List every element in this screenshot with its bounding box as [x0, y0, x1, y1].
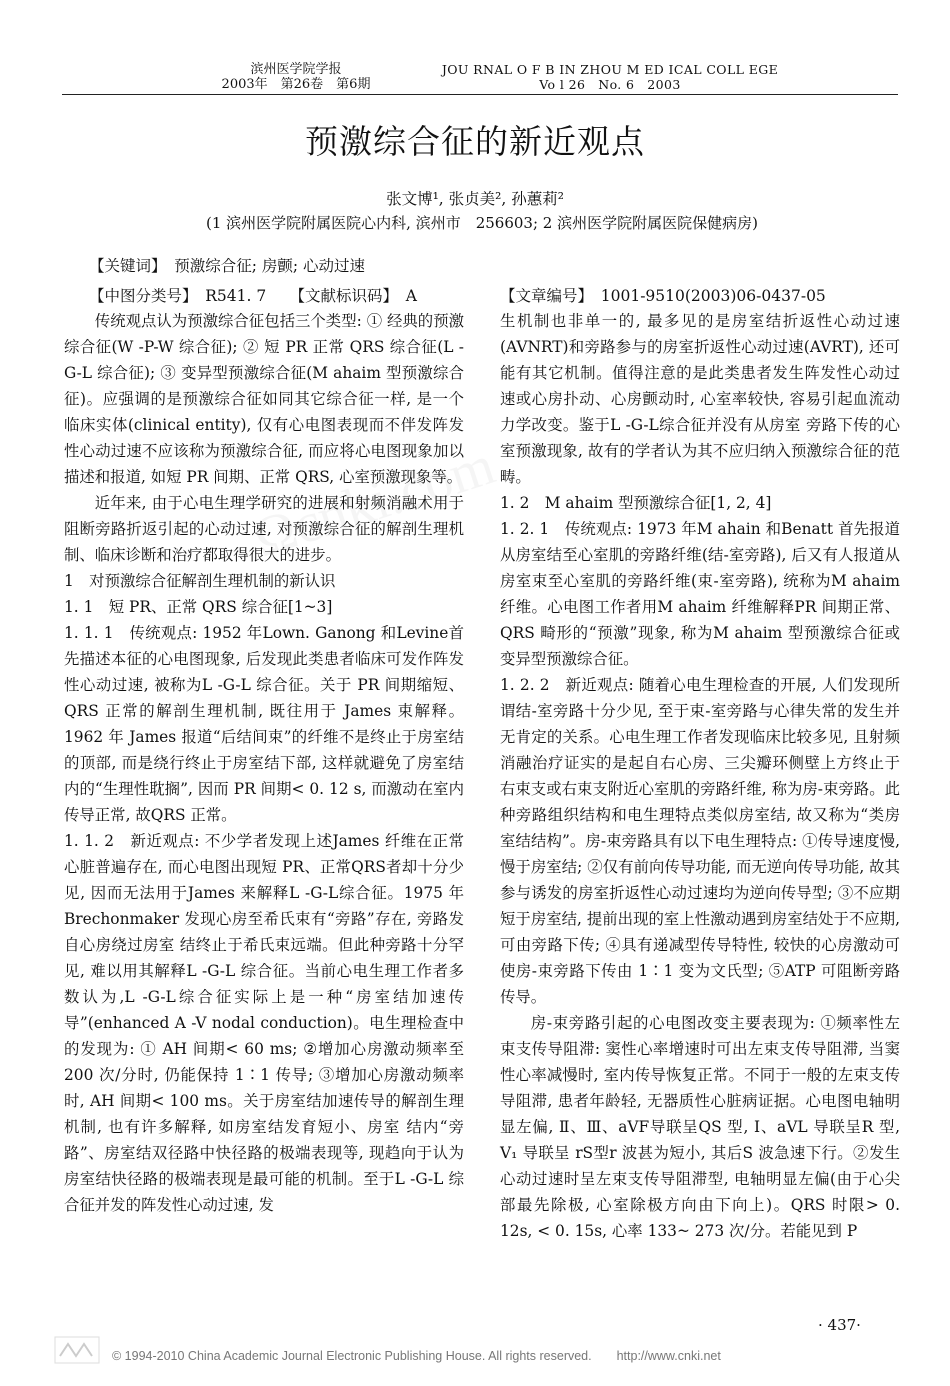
journal-name-en: JOU RNAL O F B IN ZHOU M ED ICAL COLL EGE — [441, 62, 779, 77]
right-column — [500, 308, 900, 1244]
header-rule — [62, 94, 898, 95]
copyright-footer: © 1994-2010 China Academic Journal Electronic Publishing House. All rights reserved. http://www.cnki.net — [112, 1349, 721, 1363]
journal-name-cn: 滨州医学院学报 — [250, 62, 342, 77]
article-number: 【文章编号】 1001-9510(2003)06-0437-05 — [500, 287, 826, 305]
body-paragraph: 1. 1. 1 传统观点: 1952 年Lown. Ganong 和Levine首先描述本征的心电图现象, 后发现此类患者临床可发作阵发性心动过速, 被称为L -G-L 综合征。关于 PR 间期缩短、QRS 正常的解剖生理机制, 既往用于 James 束解释。1962 年 James 报道“后结间束”的纤维不是终止于房室结的顶部, 而是绕行终止于房室结下部, 这样就避免了房室结内的“生理性耽搁”, 因而 PR 间期< 0. 12 s, 而激动在室内传导正常, 故QRS 正常。 — [64, 624, 464, 824]
journal-header-cn — [206, 62, 386, 92]
subsection-heading: 1. 2 M ahaim 型预激综合征[1, 2, 4] — [500, 494, 772, 512]
keywords: 【关键词】 预激综合征; 房颤; 心动过速 — [89, 257, 366, 275]
left-column — [64, 308, 464, 1218]
article-title: 预激综合征的新近观点 — [305, 122, 645, 161]
subsection-heading: 1. 1 短 PR、正常 QRS 综合征[1~3] — [64, 598, 333, 616]
body-paragraph: 1. 2. 2 新近观点: 随着心电生理检查的开展, 人们发现所谓结-室旁路十分少见, 至于束-室旁路与心律失常的发生并无肯定的关系。心电生理工作者发现临床比较多见, 且射频消融治疗证实的是起自右心房、三尖瓣环侧壁上方终止于右束支或右束支附近心室肌的旁路纤维, 称为房-束旁路。此种旁路组织结构和电生理特点类似房室结, 故又称为“类房室结结构”。房-束旁路具有以下电生理特点: ①传导速度慢, 慢于房室结; ②仅有前向传导功能, 而无逆向传导功能, 故其参与诱发的房室折返性心动过速均为逆向传导型; ③不应期短于房室结, 提前出现的室上性激动遇到房室结处于不应期, 可由旁路下传; ④具有递减型传导特性, 较快的心房激动可使房-束旁路下传由 1∶1 变为文氏型; ⑤ATP 可阻断旁路传导。 — [500, 676, 900, 1006]
body-paragraph: 生机制也非单一的, 最多见的是房室结折返性心动过速(AVNRT)和旁路参与的房室折返性心动过速(AVRT), 还可能有其它机制。值得注意的是此类患者发生阵发性心动过速或心房扑动、心房颤动时, 心室率较快, 容易引起血流动力学改变。鉴于L -G-L综合征并没有从房室 旁路下传的心室预激现象, 故有的学者认为其不应归纳入预激综合征的范畴。 — [500, 312, 900, 486]
issue-info-cn: 2003年 第26卷 第6期 — [221, 77, 371, 92]
body-paragraph: 近年来, 由于心电生理学研究的进展和射频消融术用于阻断旁路折返引起的心动过速, 对预激综合征的解剖生理机制、临床诊断和治疗都取得很大的进步。 — [64, 494, 464, 564]
body-paragraph: 1. 1. 2 新近观点: 不少学者发现上述James 纤维在正常心脏普遍存在, 而心电图出现短 PR、正常QRS者却十分少见, 因而无法用于James 来解释L -G-L综合征。1975 年 Brechonmaker 发现心房至希氏束有“旁路”存在, 旁路发自心房绕过房室 结终止于希氏束远端。但此种旁路十分罕见, 难以用其解释L -G-L 综合征。当前心电生理工作者多数认为,L -G-L综合征实际上是一种“房室结加速传导”(enhanced A -V nodal conduction)。电生理检查中的发现为: ① AH 间期< 60 ms; ②增加心房激动频率至 200 次/分时, 仍能保持 1∶1 传导; ③增加心房激动频率时, AH 间期< 100 ms。关于房室结加速传导的解剖生理机制, 也有许多解释, 如房室结发育短小、房室 结内“旁路”、房室结双径路中快径路的极端表现等, 现趋向于认为房室结快径路的极端表现是最可能的机制。至于L -G-L 综合征并发的阵发性心动过速, 发 — [64, 832, 464, 1214]
journal-header-en — [440, 62, 780, 92]
body-paragraph: 1. 2. 1 传统观点: 1973 年M ahain 和Benatt 首先报道从房室结至心室肌的旁路纤维(结-室旁路), 后又有人报道从房室束至心室肌的旁路纤维(束-室旁路), 统称为M ahaim 纤维。心电图工作者用M ahaim 纤维解释PR 间期正常、QRS 畸形的“预激”现象, 称为M ahaim 型预激综合征或变异型预激综合征。 — [500, 520, 900, 668]
publisher-logo-icon — [54, 1336, 100, 1364]
article-affiliation: (1 滨州医学院附属医院心内科, 滨州市 256603; 2 滨州医学院附属医院保健病房) — [206, 214, 758, 232]
body-paragraph: 传统观点认为预激综合征包括三个类型: ① 经典的预激综合征(W -P-W 综合征); ② 短 PR 正常 QRS 综合征(L -G-L 综合征); ③ 变异型预激综合征(M ahaim 型预激综合征)。应强调的是预激综合征如同其它综合征一样, 是一个临床实体(clinical entity), 仅有心电图表现而不伴发阵发性心动过速不应该称为预激综合征, 而应将心电图现象加以描述和报道, 如短 PR 间期、正常 QRS, 心室预激现象等。 — [64, 312, 464, 486]
body-paragraph: 房-束旁路引起的心电图改变主要表现为: ①频率性左束支传导阻滞: 窦性心率增速时可出左束支传导阻滞, 当窦性心率减慢时, 室内传导恢复正常。不同于一般的左束支传导阻滞, 患者年龄轻, 无器质性心脏病证据。心电图电轴明显左偏, Ⅱ、Ⅲ、aVF导联呈QS 型, Ⅰ、aVL 导联呈R 型, V₁ 导联呈 rS型r 波甚为短小, 其后S 波急速下行。②发生心动过速时呈左束支传导阻滞型, 电轴明显左偏(由于心尖部最先除极, 心室除极方向由下向上)。QRS 时限> 0. 12s, < 0. 15s, 心率 133~ 273 次/分。若能见到 P — [500, 1014, 900, 1240]
article-authors: 张文博¹, 张贞美², 孙蕙莉² — [386, 190, 564, 208]
issue-info-en: Vo l 26 No. 6 2003 — [539, 77, 681, 92]
page-number: · 437· — [818, 1316, 861, 1334]
section-heading: 1 对预激综合征解剖生理机制的新认识 — [64, 572, 336, 590]
classification-code: 【中图分类号】 R541. 7 【文献标识码】 A — [89, 287, 417, 305]
